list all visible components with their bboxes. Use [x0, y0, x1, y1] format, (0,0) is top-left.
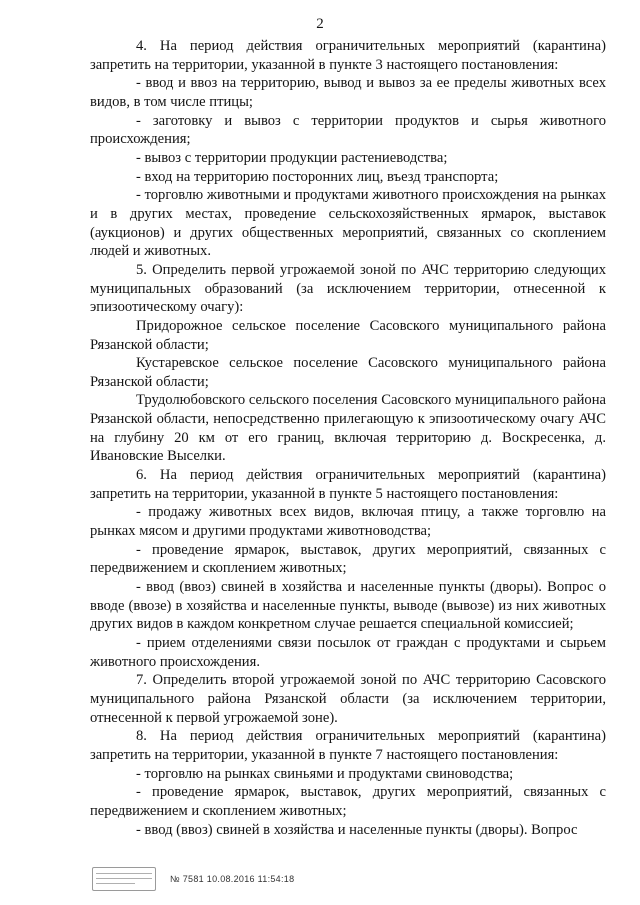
list-item: - торговлю животными и продуктами животного происхождения на рынках и в других местах, проведение сельскохозяйственных ярмарок, выставок (аукционов) и других общественных мероприятий, связанных со скоплением людей и животных.: [90, 187, 606, 260]
footer: [92, 867, 294, 891]
paragraph-7: 7. Определить второй угрожаемой зоной по АЧС территорию Сасовского муниципального района Рязанской области (за исключением территории, отнесенной к первой угрожаемой зоне).: [90, 672, 606, 726]
list-item: - заготовку и вывоз с территории продуктов и сырья животного происхождения;: [90, 112, 606, 148]
paragraph-4: 4. На период действия ограничительных мероприятий (карантина) запретить на территории, указанной в пункте 3 настоящего постановления:: [90, 38, 606, 73]
list-item: - ввод и ввоз на территорию, вывод и вывоз за ее пределы животных всех видов, в том числе птицы;: [90, 75, 606, 110]
list-item: Трудолюбовского сельского поселения Сасовского муниципального района Рязанской области, непосредственно прилегающую к эпизоотическому очагу АЧС на глубину 20 км от его границ, включая территорию д. Воскресенка, д. Ивановские Выселки.: [90, 392, 606, 465]
list-item: - торговлю на рынках свиньями и продуктами свиноводства;: [136, 765, 514, 782]
list-item: - ввод (ввоз) свиней в хозяйства и населенные пункты (дворы). Вопрос о вводе (ввозе) в хозяйства и населенные пункты, выводе (вывозе) из них животных других видов в каждом конкретном случае решается специальной комиссией;: [90, 579, 606, 633]
list-item: - продажу животных всех видов, включая птицу, а также торговлю на рынках мясом и другими продуктами животноводства;: [90, 504, 606, 540]
paragraph-6: 6. На период действия ограничительных мероприятий (карантина) запретить на территории, указанной в пункте 5 настоящего постановления:: [90, 467, 606, 502]
list-item: Придорожное сельское поселение Сасовского муниципального района Рязанской области;: [90, 317, 606, 353]
list-item: - ввод (ввоз) свиней в хозяйства и населенные пункты (дворы). Вопрос: [136, 821, 578, 838]
list-item: - проведение ярмарок, выставок, других мероприятий, связанных с передвижением и скоплением животных;: [90, 541, 606, 577]
paragraph-5: 5. Определить первой угрожаемой зоной по АЧС территорию следующих муниципальных образований (за исключением территории, отнесенной к эпизоотическому очагу):: [90, 261, 606, 316]
page-number: 2: [316, 16, 324, 32]
list-item: Кустаревское сельское поселение Сасовского муниципального района Рязанской области;: [90, 355, 606, 390]
list-item: - вход на территорию посторонних лиц, въезд транспорта;: [136, 168, 499, 185]
document-registration-id: № 7581 10.08.2016 11:54:18: [170, 874, 295, 884]
list-item: - вывоз с территории продукции растениеводства;: [136, 149, 448, 166]
registration-stamp-icon: [92, 867, 156, 891]
paragraph-8: 8. На период действия ограничительных мероприятий (карантина) запретить на территории, указанной в пункте 7 настоящего постановления:: [90, 728, 606, 763]
list-item: - проведение ярмарок, выставок, других мероприятий, связанных с передвижением и скоплением животных;: [90, 784, 606, 819]
document-body: [90, 37, 606, 839]
list-item: - прием отделениями связи посылок от граждан с продуктами и сырьем животного происхождения.: [90, 635, 606, 670]
